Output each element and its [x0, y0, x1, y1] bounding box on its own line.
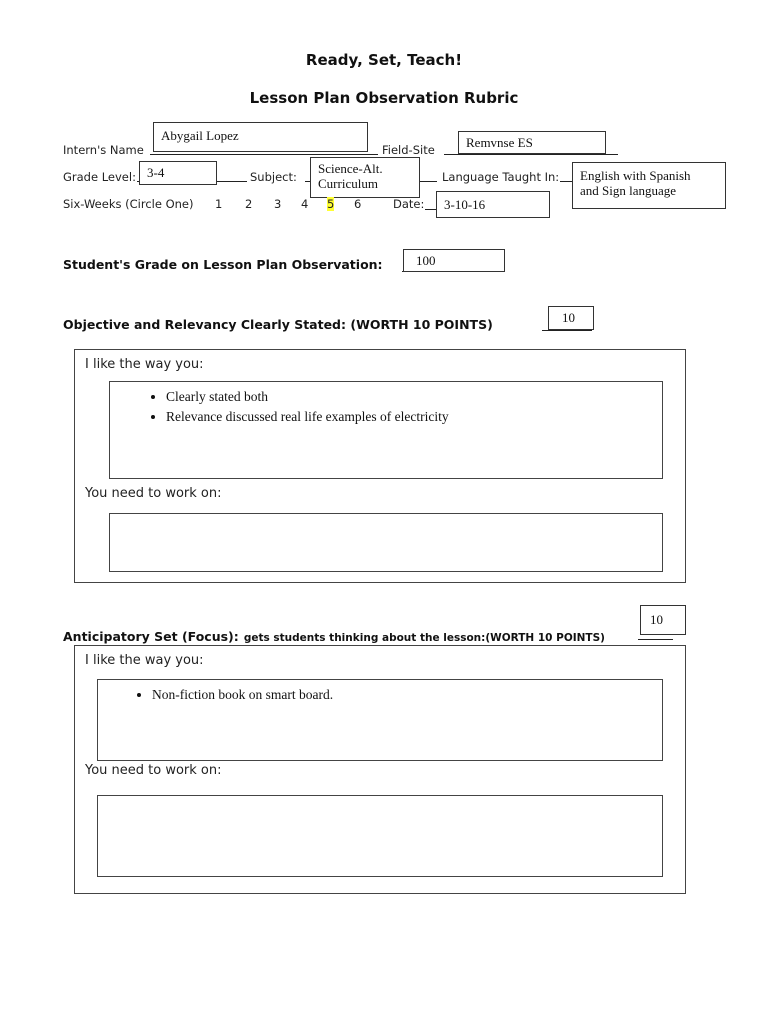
student-grade-field[interactable]: 100: [403, 249, 505, 272]
intern-name-line: [150, 154, 378, 155]
list-item: • Clearly stated both: [166, 388, 662, 405]
objective-like-box[interactable]: [109, 381, 663, 479]
intern-name-field[interactable]: Abygail Lopez: [153, 122, 368, 152]
objective-score-field[interactable]: 10: [548, 306, 594, 330]
six-weeks-option-6[interactable]: 6: [354, 197, 362, 211]
subject-value-line1: Science-Alt.: [318, 161, 383, 176]
intern-name-label: Intern's Name: [63, 143, 144, 157]
field-site-label: Field-Site: [382, 143, 435, 157]
anticipatory-score-line: [638, 639, 673, 640]
anticipatory-section: [74, 645, 686, 894]
list-item: • Relevance discussed real life examples of electricity: [166, 408, 662, 425]
language-value-line2: and Sign language: [580, 183, 677, 198]
grade-level-field[interactable]: 3-4: [139, 161, 217, 185]
subject-label: Subject:: [250, 170, 297, 184]
six-weeks-label: Six-Weeks (Circle One): [63, 197, 194, 211]
date-label: Date:: [393, 197, 425, 211]
subject-field[interactable]: [310, 157, 420, 198]
objective-score-line: [542, 330, 592, 331]
anticipatory-heading-main: Anticipatory Set (Focus):: [63, 629, 239, 644]
six-weeks-option-5-selected[interactable]: 5: [327, 197, 335, 211]
list-item: • Non-fiction book on smart board.: [152, 686, 662, 703]
anticipatory-work-box[interactable]: [97, 795, 663, 877]
objective-like-list: [110, 388, 662, 425]
field-site-line: [444, 154, 618, 155]
language-field[interactable]: [572, 162, 726, 209]
language-value-line1: English with Spanish: [580, 168, 691, 183]
grade-level-label: Grade Level:: [63, 170, 136, 184]
six-weeks-option-2[interactable]: 2: [245, 197, 253, 211]
student-grade-label: Student's Grade on Lesson Plan Observation:: [63, 257, 383, 272]
anticipatory-heading: [63, 626, 605, 645]
page-title: Ready, Set, Teach!: [305, 51, 463, 69]
objective-section: [74, 349, 686, 583]
field-site-field[interactable]: Remvnse ES: [458, 131, 606, 154]
objective-work-box[interactable]: [109, 513, 663, 572]
anticipatory-like-list: [98, 686, 662, 703]
objective-like-prompt: I like the way you:: [85, 357, 204, 372]
anticipatory-like-prompt: I like the way you:: [85, 653, 204, 668]
six-weeks-option-4[interactable]: 4: [301, 197, 309, 211]
date-field[interactable]: 3-10-16: [436, 191, 550, 218]
language-label: Language Taught In:: [442, 170, 560, 184]
anticipatory-score-field[interactable]: 10: [640, 605, 686, 635]
anticipatory-like-box[interactable]: [97, 679, 663, 761]
subject-value-line2: Curriculum: [318, 176, 378, 191]
six-weeks-option-1[interactable]: 1: [215, 197, 223, 211]
six-weeks-option-3[interactable]: 3: [274, 197, 282, 211]
page-subtitle: Lesson Plan Observation Rubric: [249, 89, 519, 107]
anticipatory-work-prompt: You need to work on:: [85, 763, 222, 778]
objective-heading: Objective and Relevancy Clearly Stated: (WORTH 10 POINTS): [63, 317, 493, 332]
anticipatory-heading-detail: gets students thinking about the lesson:(WORTH 10 POINTS): [243, 632, 605, 644]
objective-work-prompt: You need to work on:: [85, 486, 222, 501]
